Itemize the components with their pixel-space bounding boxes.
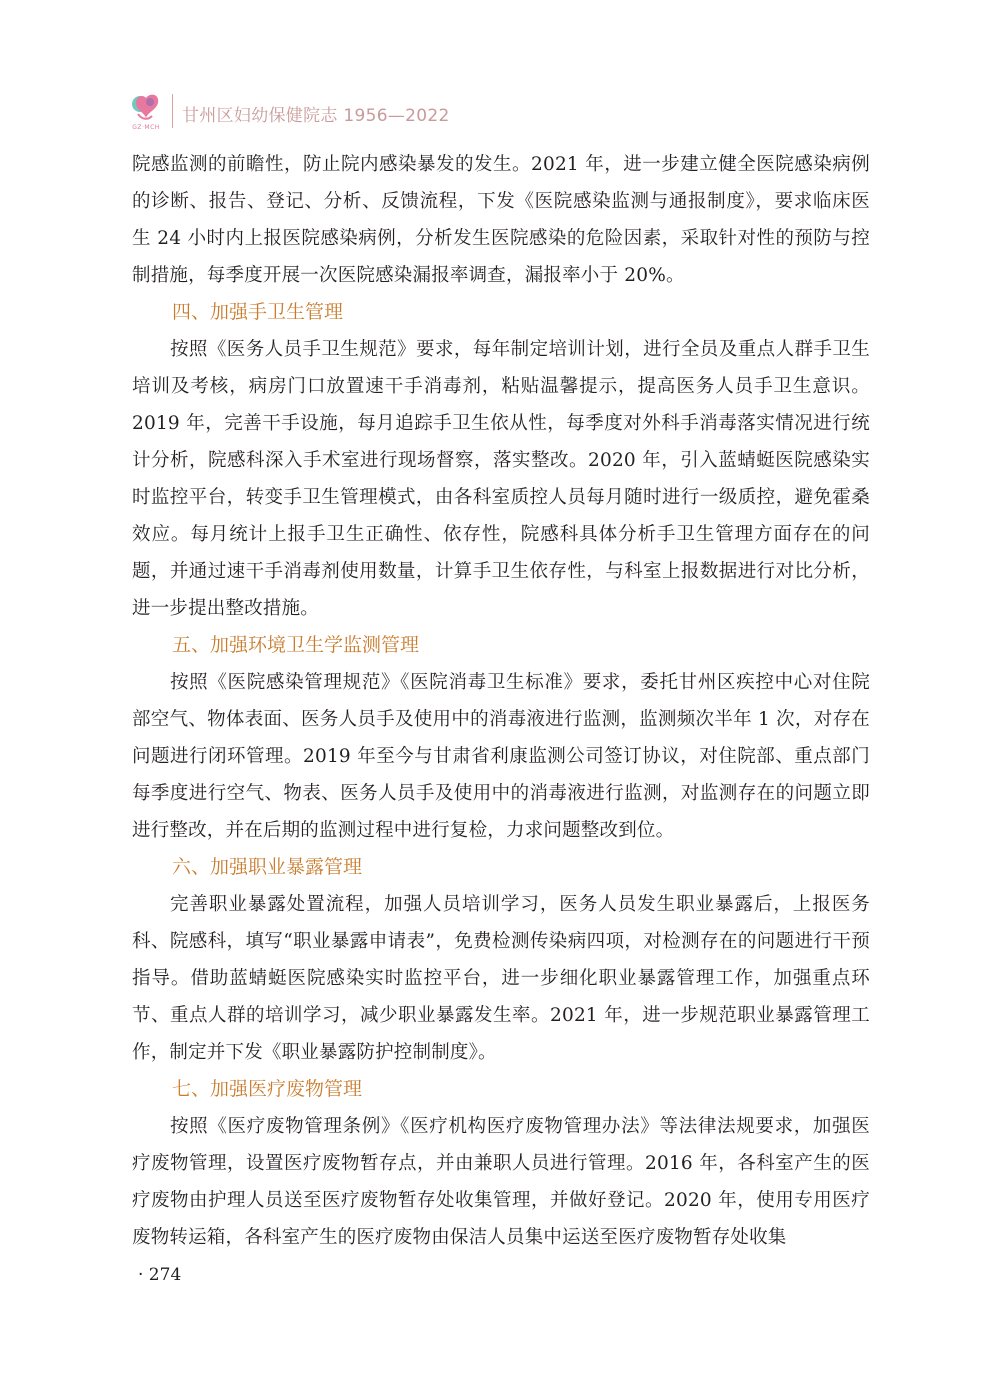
page-content (132, 146, 870, 1256)
heading-environmental-monitoring: 五、加强环境卫生学监测管理 (172, 634, 420, 656)
paragraph-hand-hygiene: 按照《医务人员手卫生规范》要求，每年制定培训计划，进行全员及重点人群手卫生培训及考核，病房门口放置速干手消毒剂，粘贴温馨提示，提高医务人员手卫生意识。2019 年，完善干手设施，每月追踪手卫生依从性，每季度对外科手消毒落实情况进行统计分析，院感科深入手术室进行现场督察，落实整改。2020 年，引入蓝蜻蜓医院感染实时监控平台，转变手卫生管理模式，由各科室质控人员每月随时进行一级质控，避免霍桑效应。每月统计上报手卫生正确性、依存性，院感科具体分析手卫生管理方面存在的问题，并通过速干手消毒剂使用数量，计算手卫生依存性，与科室上报数据进行对比分析，进一步提出整改措施。 (132, 339, 870, 619)
paragraph-infection-monitoring: 院感监测的前瞻性，防止院内感染暴发的发生。2021 年，进一步建立健全医院感染病例的诊断、报告、登记、分析、反馈流程，下发《医院感染监测与通报制度》，要求临床医生 24 小时内上报医院感染病例，分析发生医院感染的危险因素，采取针对性的预防与控制措施，每季度开展一次医院感染漏报率调查，漏报率小于 20%。 (132, 154, 870, 286)
heading-hand-hygiene: 四、加强手卫生管理 (172, 301, 344, 323)
header-title: 甘州区妇幼保健院志 1956—2022 (182, 106, 450, 126)
header-divider (172, 94, 173, 128)
page-header (128, 86, 888, 138)
paragraph-medical-waste: 按照《医疗废物管理条例》《医疗机构医疗废物管理办法》等法律法规要求，加强医疗废物管理，设置医疗废物暂存点，并由兼职人员进行管理。2016 年，各科室产生的医疗废物由护理人员送至医疗废物暂存处收集管理，并做好登记。2020 年，使用专用医疗废物转运箱，各科室产生的医疗废物由保洁人员集中运送至医疗废物暂存处收集 (132, 1116, 870, 1248)
heading-medical-waste: 七、加强医疗废物管理 (172, 1078, 363, 1100)
heading-occupational-exposure: 六、加强职业暴露管理 (172, 856, 363, 878)
paragraph-environmental-monitoring: 按照《医院感染管理规范》《医院消毒卫生标准》要求，委托甘州区疾控中心对住院部空气、物体表面、医务人员手及使用中的消毒液进行监测，监测频次半年 1 次，对存在问题进行闭环管理。2019 年至今与甘肃省利康监测公司签订协议，对住院部、重点部门每季度进行空气、物表、医务人员手及使用中的消毒液进行监测，对监测存在的问题立即进行整改，并在后期的监测过程中进行复检，力求问题整改到位。 (132, 672, 870, 841)
paragraph-occupational-exposure: 完善职业暴露处置流程，加强人员培训学习，医务人员发生职业暴露后，上报医务科、院感科，填写“职业暴露申请表”，免费检测传染病四项，对检测存在的问题进行干预指导。借助蓝蜻蜓医院感染实时监控平台，进一步细化职业暴露管理工作，加强重点环节、重点人群的培训学习，减少职业暴露发生率。2021 年，进一步规范职业暴露管理工作，制定并下发《职业暴露防护控制制度》。 (132, 894, 870, 1063)
page-number: · 274 (138, 1265, 182, 1285)
logo-text: GZ·MCH (132, 124, 160, 131)
